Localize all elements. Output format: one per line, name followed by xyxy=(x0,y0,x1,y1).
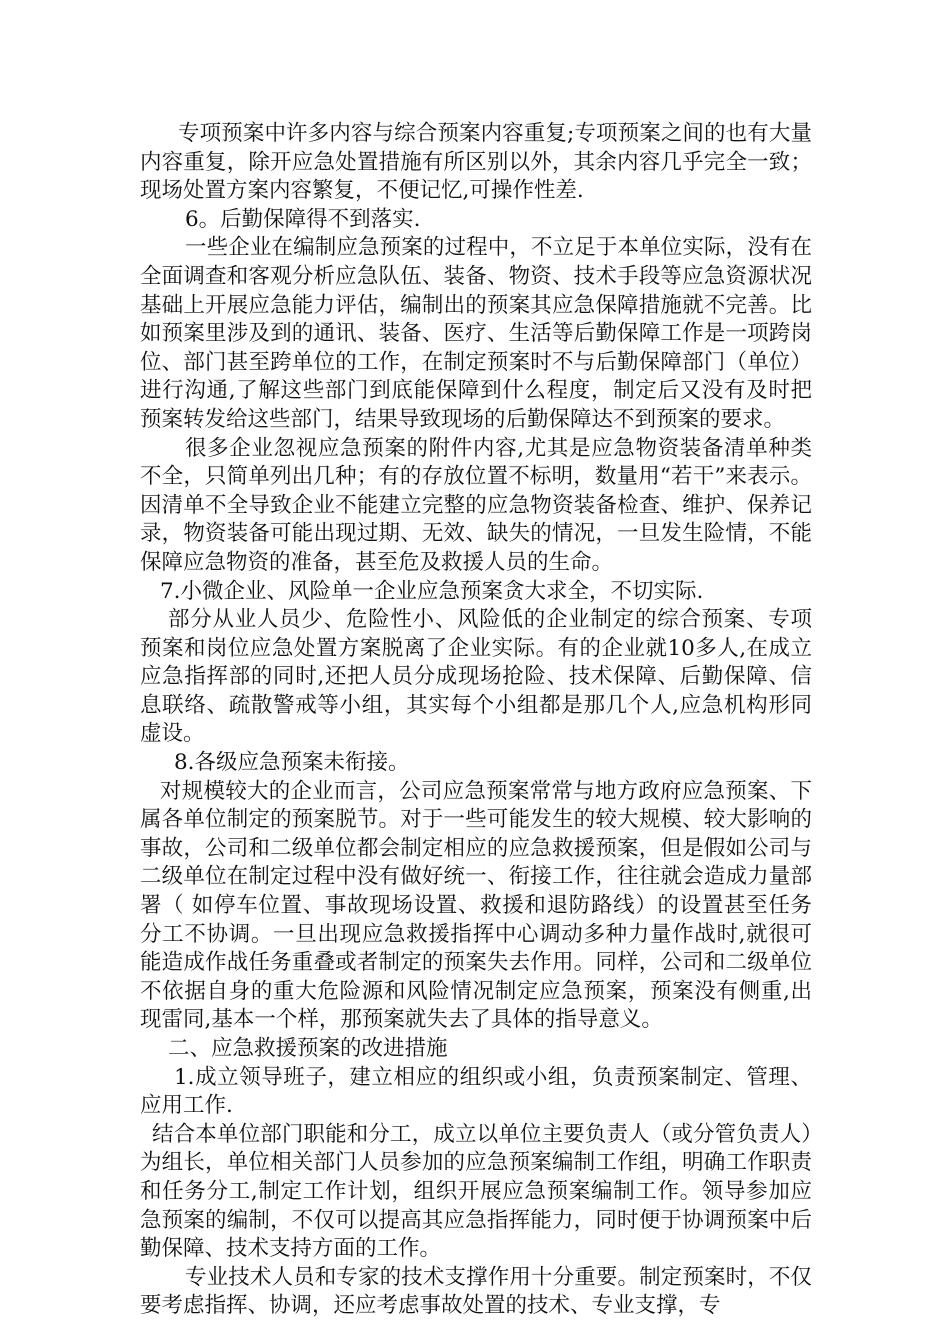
paragraph-4: 很多企业忽视应急预案的附件内容,尤其是应急物资装备清单种类不全，只简单列出几种；有的存放位置不标明，数量用“若干”来表示。因清单不全导致企业不能建立完整的应急物资装备检查、维护、保养记录，物资装备可能出现过期、无效、缺失的情况，一旦发生险情，不能保障应急物资的准备，甚至危及救援人员的生命。 xyxy=(140,435,812,575)
paragraph-5: 7.小微企业、风险单一企业应急预案贪大求全，不切实际. xyxy=(160,578,704,604)
paragraph-7: 8.各级应急预案未衔接。 xyxy=(174,750,410,776)
paragraph-2: 6。后勤保障得不到落实. xyxy=(185,206,421,232)
paragraph-6: 部分从业人员少、危险性小、风险低的企业制定的综合预案、专项预案和岗位应急处置方案脱离了企业实际。有的企业就10多人,在成立应急指挥部的同时,还把人员分成现场抢险、技术保障、后勤保障、信息联络、疏散警戒等小组，其实每个小组都是那几个人,应急机构形同虚设。 xyxy=(140,607,812,747)
paragraph-12: 专业技术人员和专家的技术支撑作用十分重要。制定预案时，不仅要考虑指挥、协调，还应考虑事故处置的技术、专业支撑，专 xyxy=(140,1264,812,1319)
paragraph-10: 1.成立领导班子，建立相应的组织或小组，负责预案制定、管理、应用工作. xyxy=(140,1064,812,1119)
document-body xyxy=(140,120,812,1321)
paragraph-8: 对规模较大的企业而言，公司应急预案常常与地方政府应急预案、下属各单位制定的预案脱节。对于一些可能发生的较大规模、较大影响的事故，公司和二级单位都会制定相应的应急救援预案，但是假如公司与二级单位在制定过程中没有做好统一、衔接工作，往往就会造成力量部署（ 如停车位置、事故现场设置、救援和退防路线）的设置甚至任务分工不协调。一旦出现应急救援指挥中心调动多种力量作战时,就很可能造成作战任务重叠或者制定的预案失去作用。同样，公司和二级单位不依据自身的重大危险源和风险情况制定应急预案，预案没有侧重,出现雷同,基本一个样，那预案就失去了具体的指导意义。 xyxy=(140,778,812,1033)
paragraph-3: 一些企业在编制应急预案的过程中，不立足于本单位实际，没有在全面调查和客观分析应急队伍、装备、物资、技术手段等应急资源状况基础上开展应急能力评估，编制出的预案其应急保障措施就不完善。比如预案里涉及到的通讯、装备、医疗、生活等后勤保障工作是一项跨岗位、部门甚至跨单位的工作，在制定预案时不与后勤保障部门（单位）进行沟通,了解这些部门到底能保障到什么程度，制定后又没有及时把预案转发给这些部门，结果导致现场的后勤保障达不到预案的要求。 xyxy=(140,235,812,432)
section-heading: 二、应急救援预案的改进措施 xyxy=(168,1036,448,1061)
paragraph-11: 结合本单位部门职能和分工，成立以单位主要负责人（或分管负责人）为组长，单位相关部门人员参加的应急预案编制工作组，明确工作职责和任务分工,制定工作计划，组织开展应急预案编制工作。领导参加应急预案的编制，不仅可以提高其应急指挥能力，同时便于协调预案中后勤保障、技术支持方面的工作。 xyxy=(140,1121,812,1262)
paragraph-1: 专项预案中许多内容与综合预案内容重复;专项预案之间的也有大量内容重复，除开应急处置措施有所区别以外，其余内容几乎完全一致；现场处置方案内容繁复，不便记忆,可操作性差. xyxy=(140,121,812,204)
